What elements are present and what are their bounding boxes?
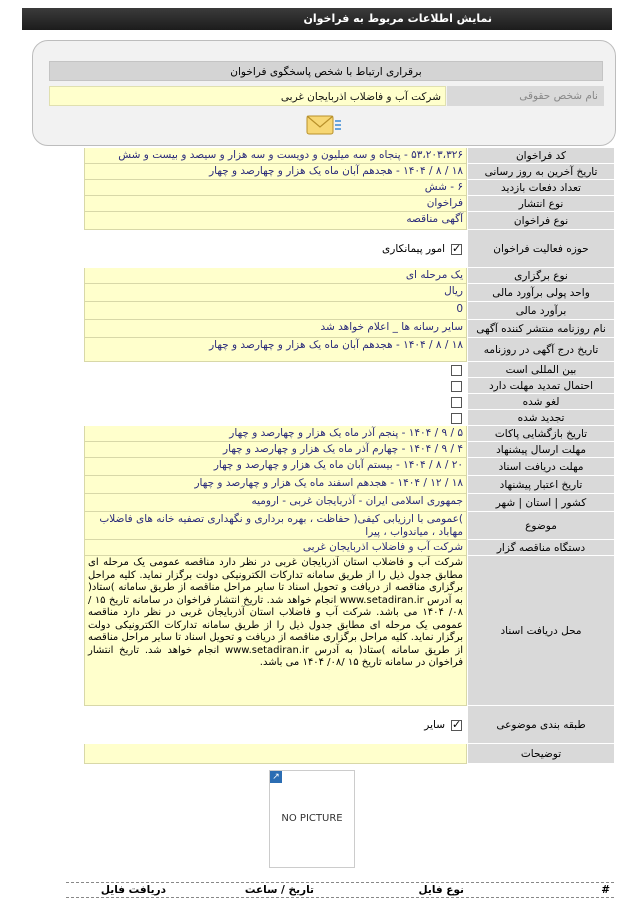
detail-row <box>84 196 614 212</box>
detail-row <box>84 164 614 180</box>
detail-value <box>84 378 467 394</box>
col-get-file: دریافت فایل <box>100 884 166 896</box>
detail-label: تاریخ آخرین به روز رسانی <box>468 164 614 180</box>
detail-value: ۵ / ۹ / ۱۴۰۴ - پنجم آذر ماه یک هزار و چهارصد و چهار <box>84 426 467 442</box>
detail-label: دستگاه مناقصه گزار <box>468 540 614 556</box>
detail-value <box>84 362 467 378</box>
detail-value: فراخوان <box>84 196 467 212</box>
detail-value: 0 <box>84 302 467 320</box>
detail-row <box>84 148 614 164</box>
detail-row <box>84 212 614 230</box>
detail-label: توضیحات <box>468 744 614 764</box>
detail-value <box>84 394 467 410</box>
detail-label: موضوع <box>468 512 614 540</box>
checkbox[interactable] <box>451 365 462 376</box>
detail-row <box>84 394 614 410</box>
detail-label: تعداد دفعات بازدید <box>468 180 614 196</box>
detail-row <box>84 494 614 512</box>
detail-label: محل دریافت اسناد <box>468 556 614 706</box>
no-picture-text: NO PICTURE <box>281 813 343 824</box>
detail-label: نوع برگزاری <box>468 268 614 284</box>
page-title: نمایش اطلاعات مربوط به فراخوان <box>303 12 492 25</box>
detail-value: ۶ - شش <box>84 180 467 196</box>
detail-row <box>84 284 614 302</box>
contact-value: شرکت آب و فاضلاب اذربایجان غربی <box>49 86 446 106</box>
detail-value: ۱۸ / ۸ / ۱۴۰۴ - هجدهم آبان ماه یک هزار و چهارصد و چهار <box>84 338 467 362</box>
page-title-bar <box>22 8 612 30</box>
detail-value: ۴ / ۹ / ۱۴۰۴ - چهارم آذر ماه یک هزار و چهارصد و چهار <box>84 442 467 458</box>
col-date-time: تاریخ / ساعت <box>244 884 314 896</box>
detail-row <box>84 338 614 362</box>
detail-value: شرکت آب و فاضلاب استان آذربایجان غربی در نظر دارد مناقصه عمومی یک مرحله ای مطابق جدول ذیل را از طریق سامانه تدارکات الکترونیکی دولت برگزار نماید. کلیه مراحل برگزاری مناقصه از دریافت و تحویل اسناد تا سایر مراحل مناقصه از طریق سامانه )ستاد( به آدرس www.setadiran.ir انجام خواهد شد. تاریخ انتشار فراخوان در سامانه تاریخ ۱۵ /۰۸/ ۱۴۰۴ می باشد. شرکت آب و فاضلاب استان آذربایجان غربی در نظر دارد مناقصه عمومی یک مرحله ای مطابق جدول ذیل را از طریق سامانه تدارکات الکترونیکی دولت برگزار نماید. کلیه مراحل برگزاری مناقصه از دریافت و تحویل اسناد تا سایر مراحل مناقصه از طریق سامانه )ستاد( به آدرس www.setadiran.ir انجام خواهد شد. تاریخ انتشار فراخوان در سامانه تاریخ ۱۵ /۰۸/ ۱۴۰۴ می باشد. <box>84 556 467 706</box>
contact-panel <box>32 40 616 146</box>
detail-row <box>84 302 614 320</box>
detail-row <box>84 706 614 744</box>
detail-value <box>84 410 467 426</box>
detail-label: نام روزنامه منتشر کننده آگهی <box>468 320 614 338</box>
checkbox[interactable] <box>451 413 462 424</box>
detail-label: بین المللی است <box>468 362 614 378</box>
detail-value: شرکت آب و فاضلاب اذربایجان غربی <box>84 540 467 556</box>
detail-label: نوع فراخوان <box>468 212 614 230</box>
checkbox[interactable] <box>451 397 462 408</box>
detail-label: واحد پولی برآورد مالی <box>468 284 614 302</box>
detail-value: ۵۳،۲۰۳،۳۲۶ - پنجاه و سه میلیون و دویست و سه هزار و سیصد و بیست و شش <box>84 148 467 164</box>
checkbox-label: سایر <box>424 718 445 731</box>
detail-value: آگهی مناقصه <box>84 212 467 230</box>
detail-value: ریال <box>84 284 467 302</box>
detail-row <box>84 426 614 442</box>
no-picture-image <box>269 770 355 868</box>
col-file-type: نوع فایل <box>418 884 464 896</box>
picture-corner-icon: ↗ <box>270 771 282 783</box>
detail-label: تاریخ بازگشایی پاکات <box>468 426 614 442</box>
detail-value: )عمومی با ارزیابی کیفی( حفاظت ، بهره برداری و نگهداری تصفیه خانه های فاضلاب مهاباد ، میاندواب ، پیرا <box>84 512 467 540</box>
detail-label: مهلت ارسال پیشنهاد <box>468 442 614 458</box>
files-table-header <box>66 882 614 898</box>
detail-label: کد فراخوان <box>468 148 614 164</box>
detail-label: حوزه فعالیت فراخوان <box>468 230 614 268</box>
detail-value: ۱۸ / ۸ / ۱۴۰۴ - هجدهم آبان ماه یک هزار و چهارصد و چهار <box>84 164 467 180</box>
detail-value <box>84 744 467 764</box>
detail-row <box>84 180 614 196</box>
detail-label: برآورد مالی <box>468 302 614 320</box>
detail-label: لغو شده <box>468 394 614 410</box>
checkbox[interactable] <box>451 720 462 731</box>
detail-value: یک مرحله ای <box>84 268 467 284</box>
detail-row <box>84 512 614 540</box>
detail-row <box>84 458 614 476</box>
detail-row <box>84 230 614 268</box>
detail-row <box>84 540 614 556</box>
detail-label: تاریخ درج آگهی در روزنامه <box>468 338 614 362</box>
detail-value: جمهوری اسلامی ایران - آذربایجان غربی - ارومیه <box>84 494 467 512</box>
checkbox[interactable] <box>451 244 462 255</box>
checkbox[interactable] <box>451 381 462 392</box>
contact-heading: برقراری ارتباط با شخص پاسخگوی فراخوان <box>49 61 603 81</box>
col-num: # <box>601 884 610 896</box>
detail-label: طبقه بندی موضوعی <box>468 706 614 744</box>
detail-row <box>84 442 614 458</box>
detail-label: مهلت دریافت اسناد <box>468 458 614 476</box>
detail-label: احتمال تمدید مهلت دارد <box>468 378 614 394</box>
detail-row <box>84 476 614 494</box>
detail-label: کشور | استان | شهر <box>468 494 614 512</box>
detail-value: ۱۸ / ۱۲ / ۱۴۰۴ - هجدهم اسفند ماه یک هزار و چهارصد و چهار <box>84 476 467 494</box>
detail-label: تجدید شده <box>468 410 614 426</box>
detail-label: تاریخ اعتبار پیشنهاد <box>468 476 614 494</box>
detail-row <box>84 378 614 394</box>
contact-label: نام شخص حقوقی <box>447 86 604 106</box>
detail-row <box>84 744 614 764</box>
detail-row <box>84 320 614 338</box>
detail-value: ۲۰ / ۸ / ۱۴۰۴ - بیستم آبان ماه یک هزار و چهارصد و چهار <box>84 458 467 476</box>
detail-row <box>84 410 614 426</box>
detail-label: نوع انتشار <box>468 196 614 212</box>
detail-row <box>84 362 614 378</box>
detail-row <box>84 268 614 284</box>
detail-value <box>84 230 467 268</box>
checkbox-label: امور پیمانکاری <box>382 242 445 255</box>
detail-value: سایر رسانه ها _ اعلام خواهد شد <box>84 320 467 338</box>
detail-row <box>84 556 614 706</box>
envelope-icon[interactable] <box>305 113 343 139</box>
detail-value <box>84 706 467 744</box>
